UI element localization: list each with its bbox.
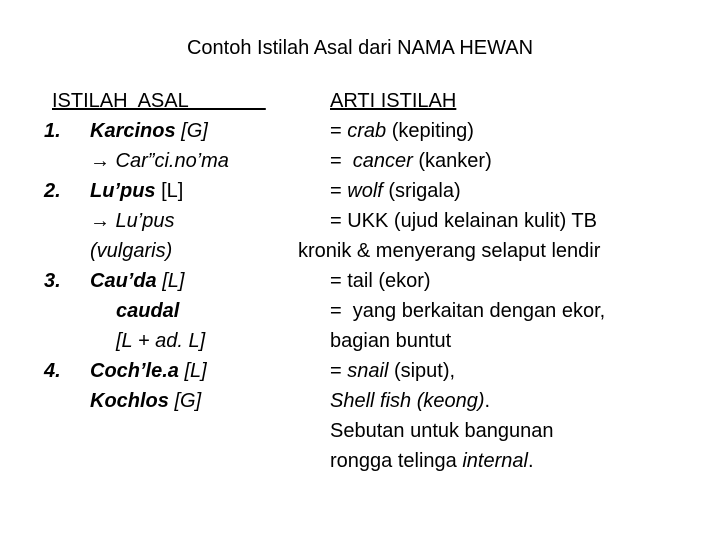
- item-number-1: 1.: [44, 120, 61, 142]
- istilah-kochlos: Kochlos [G]: [90, 390, 202, 412]
- item-number-4: 4.: [44, 360, 61, 382]
- item-number-2: 2.: [44, 180, 61, 202]
- arti-snail: = snail (siput),: [330, 360, 456, 382]
- arti-crab: = crab (kepiting): [330, 120, 474, 142]
- arti-tail: = tail (ekor): [330, 270, 431, 292]
- header-istilah-asal: ISTILAH ASAL: [52, 90, 266, 112]
- istilah-karcinos: Karcinos [G]: [90, 120, 208, 142]
- arrow-right-icon: →: [90, 150, 110, 172]
- istilah-caudal: caudal: [116, 300, 180, 322]
- arti-buntut: bagian buntut: [330, 330, 452, 352]
- arti-ukk-continued: kronik & menyerang selaput lendir: [298, 240, 601, 262]
- arti-ekor: = yang berkaitan dengan ekor,: [330, 300, 606, 322]
- istilah-carcinoma: → Car”ci.no’ma: [90, 150, 229, 172]
- arti-ukk: = UKK (ujud kelainan kulit) TB: [330, 210, 597, 232]
- item-number-3: 3.: [44, 270, 61, 292]
- header-arti-istilah: ARTI ISTILAH: [330, 90, 457, 112]
- istilah-caudal-origin: [L + ad. L]: [116, 330, 206, 352]
- istilah-cauda: Cau’da [L]: [90, 270, 185, 292]
- arti-cancer: = cancer (kanker): [330, 150, 492, 172]
- istilah-lupus: Lu’pus [L]: [90, 180, 184, 202]
- istilah-vulgaris: (vulgaris): [90, 240, 173, 262]
- arti-sebutan: Sebutan untuk bangunan: [330, 420, 554, 442]
- istilah-cochlea: Coch’le.a [L]: [90, 360, 207, 382]
- arti-wolf: = wolf (srigala): [330, 180, 461, 202]
- arti-rongga-telinga: rongga telinga internal.: [330, 450, 534, 472]
- arti-shell-fish: Shell fish (keong).: [330, 390, 491, 412]
- istilah-lupus-arrow: → Lu’pus: [90, 210, 175, 232]
- slide-title: Contoh Istilah Asal dari NAMA HEWAN: [186, 37, 534, 59]
- arrow-right-icon: →: [90, 210, 110, 232]
